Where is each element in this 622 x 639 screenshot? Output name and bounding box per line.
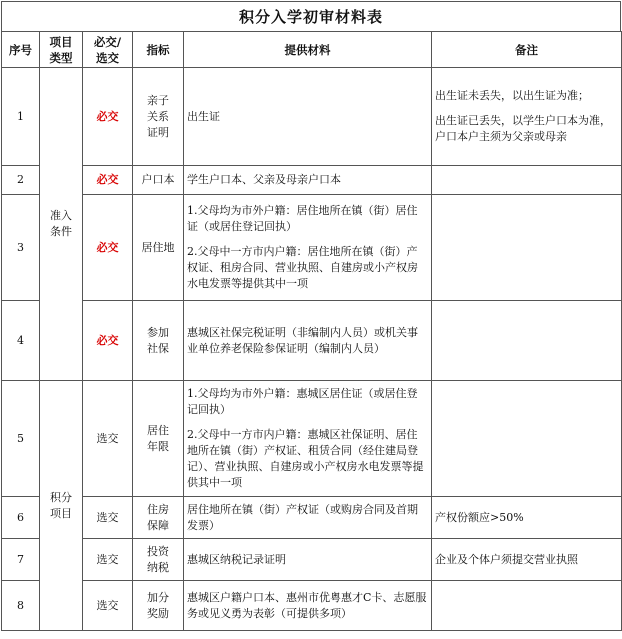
- table-row: [2, 195, 622, 301]
- row-number: 6: [2, 497, 40, 539]
- row-number: 8: [2, 581, 40, 631]
- notes-cell: [432, 301, 622, 381]
- row-number: 4: [2, 301, 40, 381]
- required-flag: 必交: [83, 195, 133, 301]
- materials-cell: 出生证: [184, 68, 432, 166]
- materials-cell: 惠城区纳税记录证明: [184, 539, 432, 581]
- indicator: 住房 保障: [133, 497, 184, 539]
- table-row: [2, 166, 622, 195]
- header-materials: 提供材料: [184, 32, 432, 68]
- group-points: 积分 项目: [40, 381, 83, 631]
- document-title: 积分入学初审材料表: [1, 1, 621, 31]
- notes-cell: [432, 381, 622, 497]
- materials-cell: 1.父母均为市外户籍：居住地所在镇（街）居住证（或居住登记回执） 2.父母中一方市内户籍：居住地所在镇（街）产权证、租房合同、营业执照、自建房或小产权房水电发票等提供其中一项: [184, 195, 432, 301]
- materials-cell: 惠城区户籍户口本、惠州市优粤惠才C卡、志愿服务或见义勇为表彰（可提供多项）: [184, 581, 432, 631]
- row-number: 5: [2, 381, 40, 497]
- table-row: [2, 497, 622, 539]
- required-flag: 必交: [83, 68, 133, 166]
- materials-cell: 1.父母均为市外户籍：惠城区居住证（或居住登记回执） 2.父母中一方市内户籍：惠城区社保证明、居住地所在镇（街）产权证、租赁合同（经住建局登记）、营业执照、自建房或小产权房水电发票等提供其中一项: [184, 381, 432, 497]
- indicator: 投资 纳税: [133, 539, 184, 581]
- indicator: 居住地: [133, 195, 184, 301]
- required-flag: 选交: [83, 497, 133, 539]
- notes-cell: 出生证未丢失，以出生证为准； 出生证已丢失，以学生户口本为准，户口本户主须为父亲或母亲: [432, 68, 622, 166]
- header-indicator: 指标: [133, 32, 184, 68]
- row-number: 1: [2, 68, 40, 166]
- row-number: 2: [2, 166, 40, 195]
- required-flag: 选交: [83, 381, 133, 497]
- table-row: [2, 539, 622, 581]
- header-required: 必交/ 选交: [83, 32, 133, 68]
- notes-cell: [432, 166, 622, 195]
- row-number: 7: [2, 539, 40, 581]
- notes-cell: [432, 581, 622, 631]
- required-flag: 选交: [83, 581, 133, 631]
- indicator: 参加 社保: [133, 301, 184, 381]
- materials-cell: 惠城区社保完税证明（非编制内人员）或机关事业单位养老保险参保证明（编制内人员）: [184, 301, 432, 381]
- materials-cell: 居住地所在镇（街）产权证（或购房合同及首期发票）: [184, 497, 432, 539]
- indicator: 加分 奖励: [133, 581, 184, 631]
- group-admission: 准入 条件: [40, 68, 83, 381]
- header-no: 序号: [2, 32, 40, 68]
- header-row: [2, 32, 622, 68]
- table-row: [2, 301, 622, 381]
- indicator: 户口本: [133, 166, 184, 195]
- required-flag: 选交: [83, 539, 133, 581]
- row-number: 3: [2, 195, 40, 301]
- materials-document: [1, 1, 621, 637]
- required-flag: 必交: [83, 166, 133, 195]
- materials-cell: 学生户口本、父亲及母亲户口本: [184, 166, 432, 195]
- header-type: 项目 类型: [40, 32, 83, 68]
- required-flag: 必交: [83, 301, 133, 381]
- table-row: [2, 68, 622, 166]
- notes-cell: [432, 195, 622, 301]
- materials-table: [1, 31, 622, 631]
- header-notes: 备注: [432, 32, 622, 68]
- table-row: [2, 381, 622, 497]
- notes-cell: 企业及个体户须提交营业执照: [432, 539, 622, 581]
- indicator: 亲子 关系 证明: [133, 68, 184, 166]
- table-row: [2, 581, 622, 631]
- notes-cell: 产权份额应>50%: [432, 497, 622, 539]
- indicator: 居住 年限: [133, 381, 184, 497]
